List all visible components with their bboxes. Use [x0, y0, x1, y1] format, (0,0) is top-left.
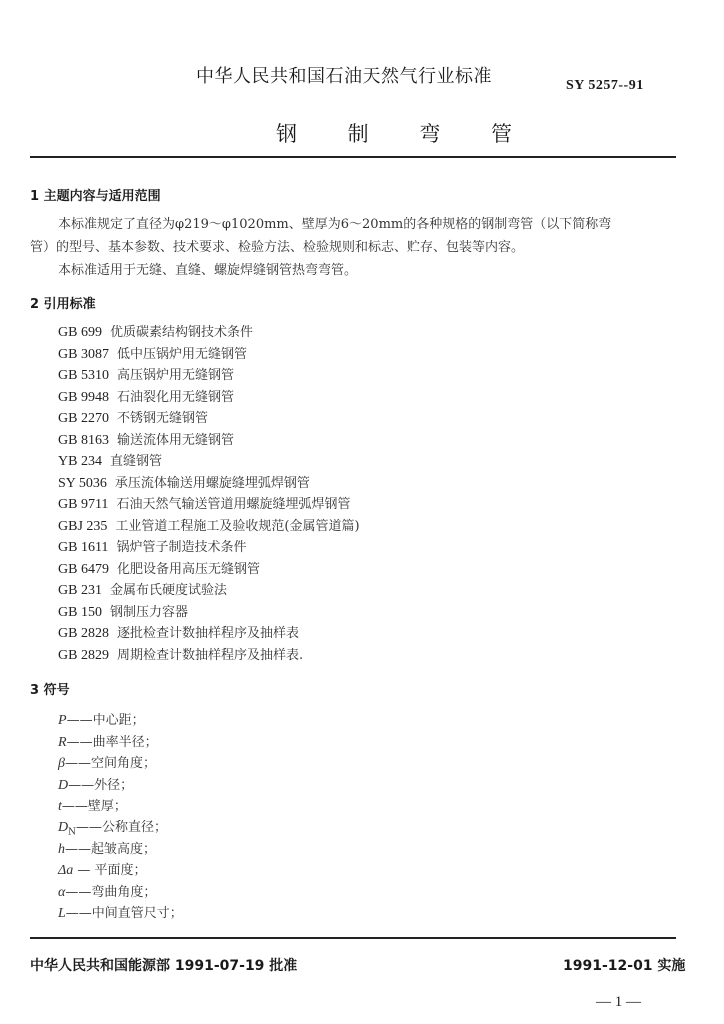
symbol-definition [58, 752, 156, 772]
reference-name: 石油天然气输送管道用螺旋缝埋弧焊钢管 [116, 497, 351, 512]
reference-code: GBJ 235 [58, 519, 108, 534]
reference-item [58, 386, 234, 406]
symbol-description: ——曲率半径； [66, 735, 158, 750]
reference-name: 直缝钢管 [109, 454, 162, 469]
symbol-definition [58, 731, 158, 751]
symbol-description: ——空间角度； [64, 756, 156, 771]
issuing-organization: 中华人民共和国石油天然气行业标准 [196, 66, 492, 87]
symbol-description: ——中心距； [66, 713, 145, 728]
reference-code: GB 231 [58, 583, 102, 598]
reference-item [58, 364, 234, 384]
symbol: D [58, 820, 69, 835]
symbol: L [58, 906, 66, 921]
symbol: R [58, 735, 67, 750]
section-1-paragraph-2: 本标准适用于无缝、直缝、螺旋焊缝钢管热弯弯管。 [58, 263, 358, 278]
reference-name: 优质碳素结构钢技术条件 [109, 325, 253, 340]
symbol-description: ——外径； [68, 778, 134, 793]
symbol-description: ——公称直径； [76, 820, 168, 835]
reference-name: 金属布氏硬度试验法 [109, 583, 227, 598]
reference-item [58, 515, 360, 535]
reference-item [58, 558, 260, 578]
reference-item [58, 601, 188, 621]
symbol: P [58, 713, 67, 728]
page-number: — 1 — [596, 994, 641, 1010]
reference-item [58, 493, 350, 513]
symbol-definition [58, 816, 167, 838]
symbol-definition [58, 859, 146, 879]
reference-code: GB 3087 [58, 347, 109, 362]
reference-code: GB 6479 [58, 562, 109, 577]
symbol-description: ——弯曲角度； [65, 885, 157, 900]
reference-item [58, 343, 247, 363]
section-3-heading: 3 符号 [30, 683, 70, 698]
symbol-definition [58, 902, 183, 922]
section-2-heading: 2 引用标准 [30, 297, 96, 312]
reference-item [58, 472, 310, 492]
symbol-subscript: N [68, 827, 76, 838]
reference-name: 低中压锅炉用无缝钢管 [116, 347, 247, 362]
reference-code: GB 8163 [58, 433, 109, 448]
reference-name: 锅炉管子制造技术条件 [116, 540, 247, 555]
reference-code: SY 5036 [58, 476, 107, 491]
symbol-description: ——起皱高度； [65, 842, 157, 857]
reference-name: 逐批检查计数抽样程序及抽样表 [116, 626, 299, 641]
reference-code: YB 234 [58, 454, 102, 469]
reference-code: GB 9948 [58, 390, 109, 405]
reference-name: 不锈钢无缝钢管 [116, 411, 208, 426]
reference-name: 高压锅炉用无缝钢管 [116, 368, 234, 383]
document-title: 钢 制 弯 管 [276, 122, 535, 146]
reference-name: 化肥设备用高压无缝钢管 [116, 562, 260, 577]
reference-code: GB 1611 [58, 540, 109, 555]
reference-item [58, 536, 246, 556]
symbol-definition [58, 774, 133, 794]
symbol-definition [58, 881, 156, 901]
reference-code: GB 699 [58, 325, 102, 340]
symbol: D [58, 778, 69, 793]
reference-code: GB 5310 [58, 368, 109, 383]
reference-name: 输送流体用无缝钢管 [116, 433, 234, 448]
symbol-description: ——壁厚； [61, 799, 127, 814]
reference-item [58, 407, 208, 427]
standard-number: SY 5257--91 [566, 78, 644, 93]
footer-divider [30, 937, 676, 939]
symbol: α [58, 885, 66, 900]
reference-item [58, 321, 253, 341]
reference-code: GB 2270 [58, 411, 109, 426]
section-1-paragraph-1-line-2: 管）的型号、基本参数、技术要求、检验方法、检验规则和标志、贮存、包装等内容。 [30, 240, 525, 255]
reference-item [58, 622, 299, 642]
symbol-description: ——中间直管尺寸； [65, 906, 183, 921]
reference-name: 工业管道工程施工及验收规范(金属管道篇) [115, 519, 360, 534]
symbol: Δa [58, 863, 74, 878]
reference-code: GB 2829 [58, 648, 109, 663]
reference-item [58, 429, 234, 449]
symbol-definition [58, 838, 156, 858]
effective-date: 1991-12-01 实施 [563, 958, 686, 974]
reference-code: GB 150 [58, 605, 102, 620]
reference-name: 周期检查计数抽样程序及抽样表. [116, 648, 304, 663]
section-1-paragraph-1-line-1: 本标准规定了直径为φ219～φ1020mm、壁厚为6～20mm的各种规格的钢制弯管（以下简称弯 [58, 217, 612, 232]
symbol-definition [58, 709, 145, 729]
reference-name: 钢制压力容器 [109, 605, 188, 620]
symbol: h [58, 842, 65, 857]
reference-item [58, 450, 162, 470]
reference-name: 承压流体输送用螺旋缝埋弧焊钢管 [114, 476, 310, 491]
reference-item [58, 644, 303, 664]
header-divider [30, 156, 676, 158]
symbol: t [58, 799, 62, 814]
reference-item [58, 579, 227, 599]
reference-code: GB 2828 [58, 626, 109, 641]
symbol-description: — 平面度； [73, 863, 147, 878]
reference-name: 石油裂化用无缝钢管 [116, 390, 234, 405]
section-1-heading: 1 主题内容与适用范围 [30, 189, 161, 204]
symbol-definition [58, 795, 127, 815]
symbol: β [58, 756, 65, 771]
approval-line: 中华人民共和国能源部 1991-07-19 批准 [30, 958, 298, 974]
reference-code: GB 9711 [58, 497, 109, 512]
